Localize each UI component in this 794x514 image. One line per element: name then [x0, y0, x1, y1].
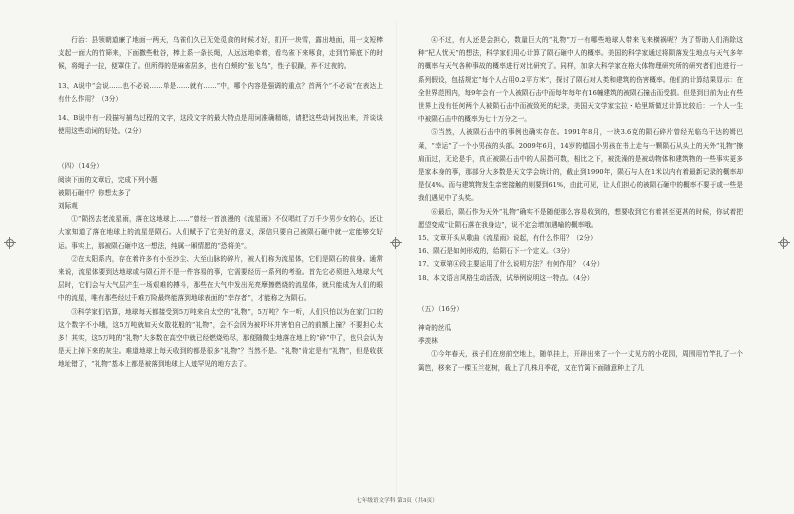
article-paragraph-4: ④不过，有人还是会担心，数量巨大的“礼物”万一有哪些地球人带来飞来横祸呢？为了帮助人们消除这种“杞人忧天”的想法，科学家们用心计算了陨石砸中人的概率。美国的科学家通过将陨落发生地点与天气多年的概率与天气各种事故的概率进行对比研究了。同样，加拿大科学家在格大体物理研究所的研究者们也进行一系列假设，包括规定“每个人占用0.2平方米”，探讨了陨石对人类和建筑的伤害概率。他们的计算结果显示：在全世界范围内，每9年会有一个人被陨石击中而每年每年有16幢建筑的被陨石撞击而受损。但是到目前为止有些世界上没有任何两个人被陨石击中而被致死的纪录，美国天文学家宝拉・哈里斯做过计算比较后：一个人一生中被陨石击中的概率为七十万分之一。 [418, 36, 743, 124]
article-2-author: 季羡林 [418, 337, 438, 346]
question-18: 18、本文语言风格生动活泼，试举例说明这一特点。（4分） [418, 273, 594, 282]
article-title: 被陨石砸中？你想太多了 [58, 188, 132, 197]
question-13: 13、A说中“会说……也不必说……单是……就有……”中，哪个内容是强调的重点？首两个“不必说”在表达上有什么作用？（3分） [58, 81, 383, 103]
registration-mark-right [778, 237, 790, 249]
question-17: 17、文章第④段主要运用了什么说明方法？有何作用？（4分） [418, 260, 604, 269]
question-14: 14、B说中有一段描写捕鸟过程的文字，这段文字的最大特点是用词准确精练，请把这些动词找出来，并谈谈使用这些动词的好处。（2分） [58, 114, 383, 136]
article-paragraph-6: ⑥最后，陨石作为天外“礼物”确实不是随便那么容易收到的，想要收到它有着甚至更甚的时候，你试着把愿望变成“让陨石落在我身边”，说不定会增加遇喻的概率哦。 [418, 207, 743, 229]
section-4-heading: （四）（14分） [58, 162, 104, 171]
page-spine [396, 20, 397, 496]
left-column [58, 34, 383, 372]
article-2-paragraph-1: ①今年春天，孩子们在房前空地上，随单挂上，开辟出来了一个一丈见方的小花园，周围用竹竿扎了一个篱笆，移来了一棵玉兰花树，栽上了几株月季花，又在竹篱下面随意种上了几 [418, 350, 743, 372]
section-4-instruction: 阅读下面的文章后，完成下列小题 [58, 175, 158, 184]
section-5-heading: （五）（16分） [418, 304, 464, 313]
article-paragraph-3: ③科学家们估算，地球每天都接受到5万吨来自太空的“礼物”，5万吨？乍一听，人们只怕以为在家门口的这个数字不小哦，这5万吨就如天女散花般的“礼物”，会不会因为被吓坏并害怕自己的前额上撞？不要担心太多！其实，这5万吨的“礼物”大多数在高空中就已经燃烧殆尽，那便随微尘地落在地上的“碎”中了，也只会认为是天上掉下来的灰尘。难道地球上每天收到的都是很多“礼物”？当然不是。“礼物”肯定是有“礼物”，但是收获地址错了，“礼物”基本上都是被落到地球上人迹罕见的地方去了。 [58, 307, 383, 369]
question-16: 16、陨石是如何形成的，给陨石下一个定义。（3分） [418, 247, 574, 256]
question-15: 15、文章开头从歌曲《流星雨》说起，有什么作用？（2分） [418, 234, 597, 243]
registration-mark-left [4, 237, 16, 249]
article-paragraph-5: ⑤当然，人被陨石击中的事例也确实存在。1991年8月，一块3.6克的陨石碎片曾经光临乌干达的姆巴莱，“幸运”了一个小男孩的头部。2009年6月，14岁的德国小男孩在书上走与一颗陨石从头上的天外“礼物”擦肩而过，无论是手，真正被陨石击中的人屈指可数，相比之下，被洗澡的是被动物体和建筑物的一些事实更多是家本身的事，那部分大多数是天文学会统计的，截止到1990年，陨石与人在1米以内有着最新记录的概率却是仅4%。而与建筑物发生亲密接触的则要到61%，由此可见，让人们担心的被陨石砸中的概率不要于或一些是我们遇见中了头奖。 [418, 128, 743, 203]
article-paragraph-1: ①“陨拐去老流星雨，落在这地球上……”曾经一首浪漫的《流星雨》不仅唱红了万千少男少女的心，还让大家知道了落在地球上的流星是陨石。人们赋予了它美好的意义，深信只要自己被陨石砸中就一定能够交好运。事实上，那被陨石砸中这一想法，纯属一厢情愿的“恐将美”。 [58, 215, 383, 250]
article-2-title: 神奇的丝瓜 [418, 324, 452, 333]
excerpt-paragraph: 行治：县领朝道廉了地面一两天，乌雀们久已无处觅食的时候才好，扪开一块雪，露出地面，用一支短棒支起一面大的竹筛来，下面撒些秕谷，棒上系一条长绳，人远远地牵着，看鸟雀下来啄食，走到竹筛底下的时候，将绳子一拉，便罩住了。但所得的是麻雀居多，也有白颊的“张飞鸟”，性子很躁，养不过夜的。 [58, 36, 383, 71]
page-footer: 七年级语文学科 第3页（共4页） [356, 498, 438, 504]
article-paragraph-2: ②在太阳系内，存在着许多有小至沙尘、大至山脉的碎片，被人们称为流星体，它们是陨石的前身。通常来说，流星体要到达地球或与陨石并不是一件容易的事，它需要经历一系列的考验。首先它必须进入地球大气层时，它们会与大气层产生一场艰难的搏斗，那些在大气中发出光亮摩擦燃烧的流星体，就只能成为人们的眼中的流星，唯有那些经过千难万险最终能落到地球表面的“幸存者”，才能称之为陨石。 [58, 254, 383, 303]
registration-mark-center [390, 237, 402, 249]
article-author: 刘际观 [58, 202, 78, 211]
right-column [418, 34, 743, 375]
